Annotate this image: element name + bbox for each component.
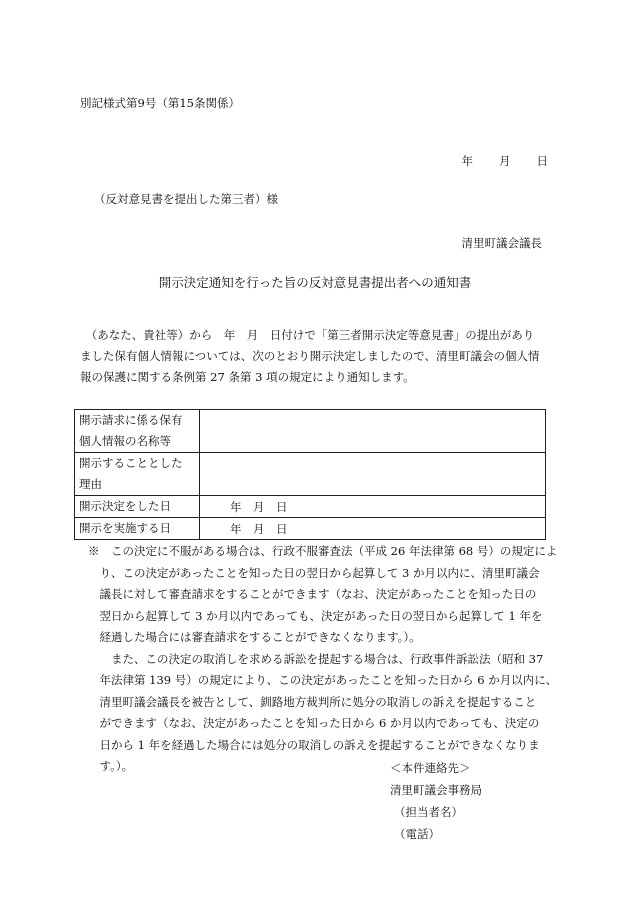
note-line: また、この決定の取消しを求める訴訟を提起する場合は、行政事件訴訟法（昭和 37 — [88, 651, 544, 666]
note-line: り、この決定があったことを知った日の翌日から起算して 3 か月以内に、清里町議会 — [88, 565, 540, 580]
form-number: 別記様式第9号（第15条関係） — [80, 96, 240, 110]
contact-heading: ＜本件連絡先＞ — [390, 761, 471, 775]
document-title: 開示決定通知を行った旨の反対意見書提出者への通知書 — [158, 275, 472, 290]
intro-line: 報の保護に関する条例第 27 条第 3 項の規定により通知します。 — [80, 370, 415, 384]
table-row — [75, 518, 546, 540]
row-value-disclosure-date: 年 月 日 — [200, 518, 546, 540]
row-label-disclosure-date: 開示を実施する日 — [75, 518, 200, 540]
contact-office: 清里町議会事務局 — [390, 783, 482, 797]
intro-line: ました保有個人情報については、次のとおり開示決定しましたので、清里町議会の個人情 — [80, 349, 540, 363]
date-day: 日 — [536, 154, 548, 168]
table-row — [75, 410, 546, 453]
contact-person: （担当者名） — [394, 805, 463, 819]
table-row — [75, 453, 546, 496]
contact-block — [390, 757, 482, 845]
note-line: す。）。 — [88, 759, 134, 773]
note-line: 経過した場合には審査請求をすることができなくなります。）。 — [88, 630, 421, 644]
note-line: 年法律第 139 号）の規定により、この決定があったことを知った日から 6 か月以内に、 — [88, 673, 558, 687]
date-line — [462, 153, 549, 169]
info-table — [74, 409, 546, 540]
date-month: 月 — [499, 154, 511, 168]
note-line: 議長に対して審査請求をすることができます（なお、決定があったことを知った日の — [88, 587, 537, 601]
note-line: ができます（なお、決定があったことを知った日から 6 か月以内であっても、決定の — [88, 716, 540, 730]
sender: 清里町議会議長 — [461, 236, 542, 250]
row-value-info-name — [200, 410, 546, 453]
row-value-decision-date: 年 月 日 — [200, 496, 546, 518]
note-line: 日から 1 年を経過した場合には処分の取消しの訴えを提起することができなくなりま — [88, 737, 540, 752]
row-value-reason — [200, 453, 546, 496]
intro-line: （あなた、貴社等）から 年 月 日付けで「第三者開示決定等意見書」の提出があり — [80, 328, 535, 342]
row-label-info-name: 開示請求に係る保有 個人情報の名称等 — [75, 410, 200, 453]
intro-paragraph — [80, 325, 550, 388]
date-year: 年 — [461, 154, 473, 168]
row-label-decision-date: 開示決定をした日 — [75, 496, 200, 518]
contact-phone: （電話） — [394, 827, 440, 841]
table-row — [75, 496, 546, 518]
note-line: 翌日から起算して 3 か月以内であっても、決定があった日の翌日から起算して 1 年を — [88, 608, 543, 623]
addressee: （反対意見書を提出した第三者）様 — [94, 192, 278, 206]
row-label-reason: 開示することとした 理由 — [75, 453, 200, 496]
note-line: ※ この決定に不服がある場合は、行政不服審査法（平成 26 年法律第 68 号）の規定によ — [88, 544, 558, 558]
note-line: 清里町議会議長を被告として、釧路地方裁判所に処分の取消しの訴えを提起すること — [88, 694, 537, 709]
notes-paragraph — [88, 541, 558, 778]
